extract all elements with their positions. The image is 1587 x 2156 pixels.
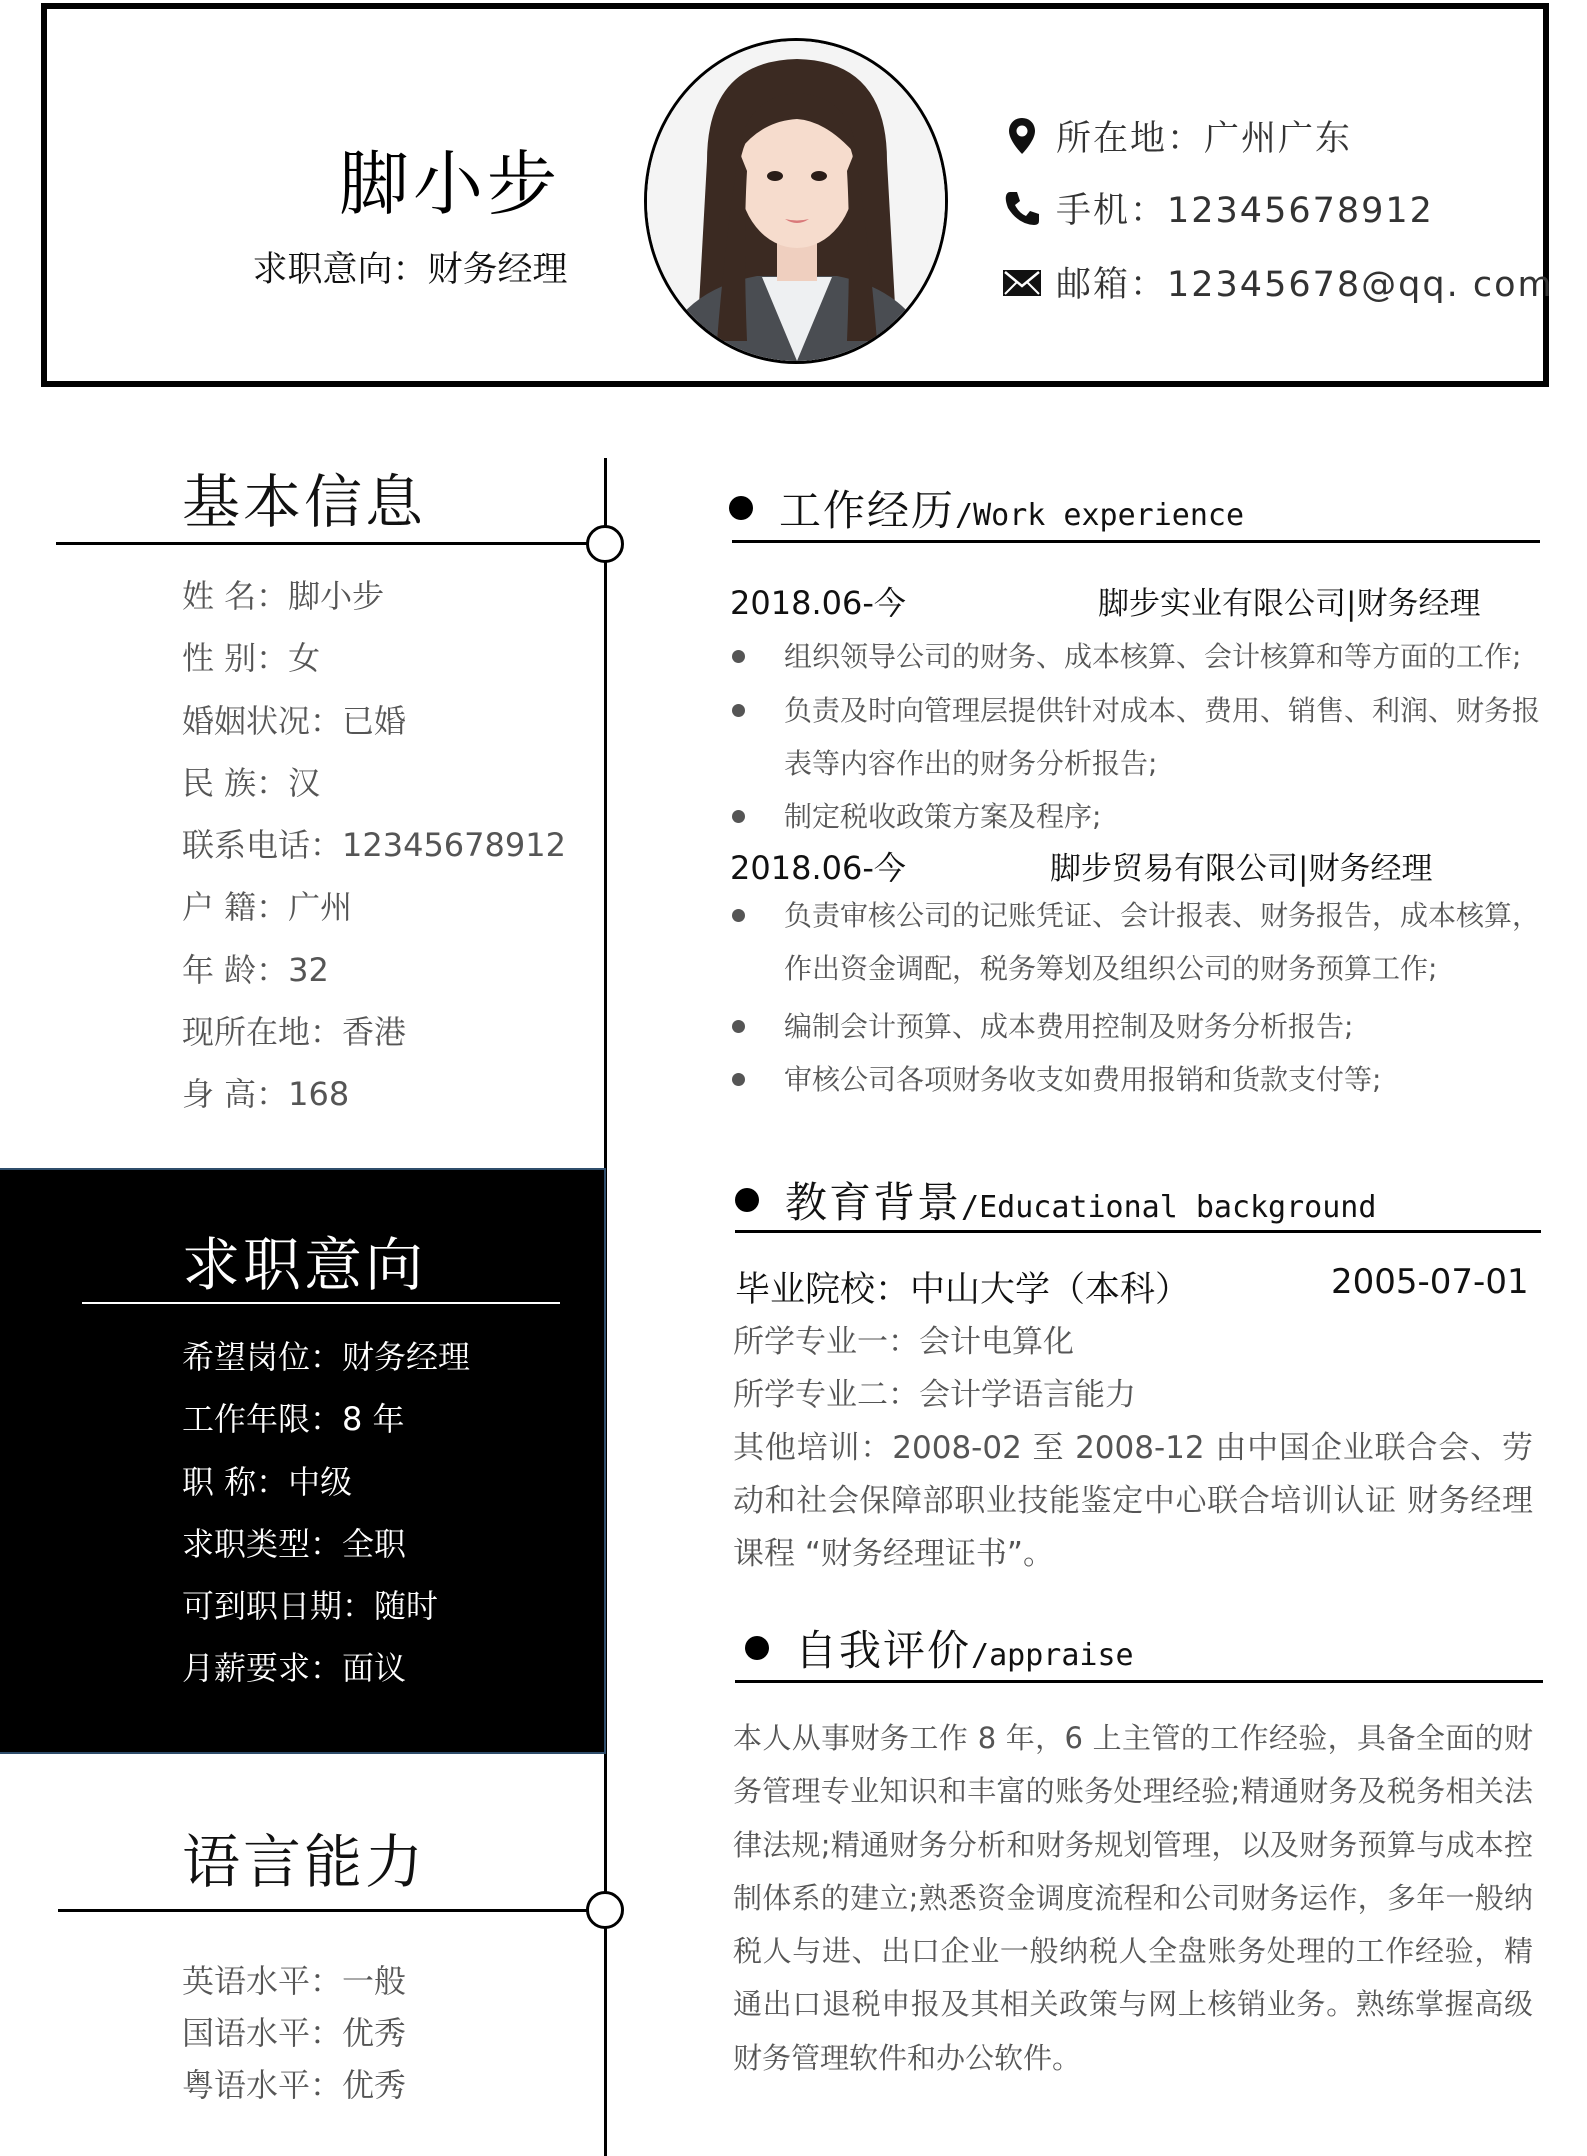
work-experience-heading	[729, 478, 1244, 538]
language-divider	[58, 1909, 606, 1912]
contact-phone	[1000, 180, 1434, 236]
bullet-dot	[732, 704, 745, 717]
education-school: 毕业院校：中山大学（本科）	[735, 1270, 1191, 1310]
job-1-bullet-3: 制定税收政策方案及程序;	[732, 790, 1532, 843]
education-major-1: 所学专业一：会计电算化	[733, 1324, 1074, 1360]
info-hukou: 户 籍：广州	[182, 888, 353, 927]
job-2-bullet-1: 负责审核公司的记账凭证、会计报表、财务报告，成本核算，作出资金调配，税务筹划及组织公司的财务预算工作;	[732, 889, 1532, 995]
job-2-bullet-3: 审核公司各项财务收支如费用报销和货款支付等;	[732, 1053, 1532, 1106]
location-text: 所在地：广州广东	[1056, 119, 1353, 159]
job-intention-list	[182, 1326, 470, 1700]
avatar-photo	[644, 38, 948, 364]
mail-icon	[1000, 260, 1044, 304]
info-phone: 联系电话：12345678912	[182, 826, 566, 865]
basic-info-title: 基本信息	[182, 468, 427, 536]
self-eval-divider	[735, 1680, 1543, 1683]
education-school-row	[735, 1262, 1535, 1314]
info-age: 年 龄：32	[182, 950, 329, 989]
heading-bullet	[745, 1636, 769, 1660]
language-list	[182, 1955, 406, 2111]
self-eval-title-en: /appraise	[971, 1638, 1134, 1673]
bullet-dot	[732, 650, 745, 663]
intent-start-date: 可到职日期：随时	[182, 1587, 439, 1626]
heading-bullet	[735, 1188, 759, 1212]
work-title-en: /Work experience	[955, 498, 1244, 533]
info-gender: 性 别：女	[182, 639, 321, 678]
bullet-dot	[732, 810, 745, 823]
intent-title: 职 称：中级	[182, 1462, 353, 1501]
phone-text: 手机：12345678912	[1056, 191, 1434, 231]
work-title-cn: 工作经历	[779, 486, 956, 535]
job-intention-title: 求职意向	[182, 1231, 427, 1299]
intent-salary: 月薪要求：面议	[182, 1649, 407, 1688]
candidate-name: 脚小步	[339, 143, 561, 225]
intent-years: 工作年限：8 年	[182, 1400, 405, 1439]
bullet-dot	[732, 909, 745, 922]
education-major-2: 所学专业二：会计学语言能力	[733, 1377, 1136, 1413]
lang-cantonese: 粤语水平：优秀	[182, 2066, 407, 2104]
info-ethnicity: 民 族：汉	[182, 763, 321, 802]
info-location: 现所在地：香港	[182, 1013, 407, 1052]
education-divider	[735, 1230, 1541, 1233]
basic-info-list	[182, 565, 566, 1126]
contact-email	[1000, 254, 1554, 310]
job-intent-line: 求职意向：财务经理	[252, 250, 568, 290]
lang-mandarin: 国语水平：优秀	[182, 2014, 407, 2052]
info-marital: 婚姻状况：已婚	[182, 701, 407, 740]
education-training: 其他培训：2008-02 至 2008-12 由中国企业联合会、劳动和社会保障部职业技能鉴定中心联合培训认证 财务经理课程 “财务经理证书”。	[733, 1430, 1533, 1572]
job-1-bullet-1: 组织领导公司的财务、成本核算、会计核算和等方面的工作;	[732, 630, 1532, 683]
education-title-en: /Educational background	[961, 1190, 1377, 1225]
info-name: 姓 名：脚小步	[182, 577, 385, 615]
job-1-company: 脚步实业有限公司|财务经理	[1098, 586, 1481, 622]
job-1-period: 2018.06-今	[730, 584, 906, 622]
intent-type: 求职类型：全职	[182, 1524, 407, 1563]
job-intention-divider	[82, 1302, 560, 1304]
timeline-node	[586, 525, 624, 563]
job-2-header	[730, 843, 1530, 887]
language-title: 语言能力	[182, 1828, 427, 1896]
job-1-bullet-2: 负责及时向管理层提供针对成本、费用、销售、利润、财务报表等内容作出的财务分析报告;	[732, 684, 1532, 790]
timeline-node	[586, 1891, 624, 1929]
phone-icon	[1000, 186, 1044, 230]
self-eval-text: 本人从事财务工作 8 年，6 上主管的工作经验，具备全面的财务管理专业知识和丰富的账务处理经验;精通财务及税务相关法律法规;精通财务分析和财务规划管理，以及财务预算与成本控制体系的建立;熟悉资金调度流程和公司财务运作，多年一般纳税人与进、出口企业一般纳税人全盘账务处理的工作经验，精通出口退税申报及其相关政策与网上核销业务。熟练掌握高级财务管理软件和办公软件。	[733, 1721, 1533, 2075]
job-1-header	[730, 578, 1530, 622]
lang-english: 英语水平：一般	[182, 1962, 407, 2000]
contact-location	[1000, 108, 1352, 164]
intent-position: 希望岗位：财务经理	[182, 1338, 471, 1376]
job-intention-block	[0, 1168, 606, 1754]
info-height: 身 高：168	[182, 1075, 350, 1114]
education-date: 2005-07-01	[1331, 1262, 1529, 1302]
job-2-company: 脚步贸易有限公司|财务经理	[1050, 851, 1433, 887]
education-heading	[735, 1170, 1376, 1230]
email-text: 邮箱：12345678@qq. com	[1056, 265, 1554, 305]
bullet-dot	[732, 1020, 745, 1033]
portrait-illustration	[647, 41, 945, 361]
bullet-dot	[732, 1073, 745, 1086]
job-2-bullet-2: 编制会计预算、成本费用控制及财务分析报告;	[732, 1000, 1532, 1053]
education-title-cn: 教育背景	[785, 1178, 962, 1227]
job-2-period: 2018.06-今	[730, 849, 906, 887]
location-pin-icon	[1000, 114, 1044, 158]
heading-bullet	[729, 496, 753, 520]
self-eval-heading	[745, 1618, 1134, 1678]
self-eval-title-cn: 自我评价	[795, 1626, 972, 1675]
basic-info-divider	[56, 542, 606, 545]
work-divider	[732, 540, 1540, 543]
